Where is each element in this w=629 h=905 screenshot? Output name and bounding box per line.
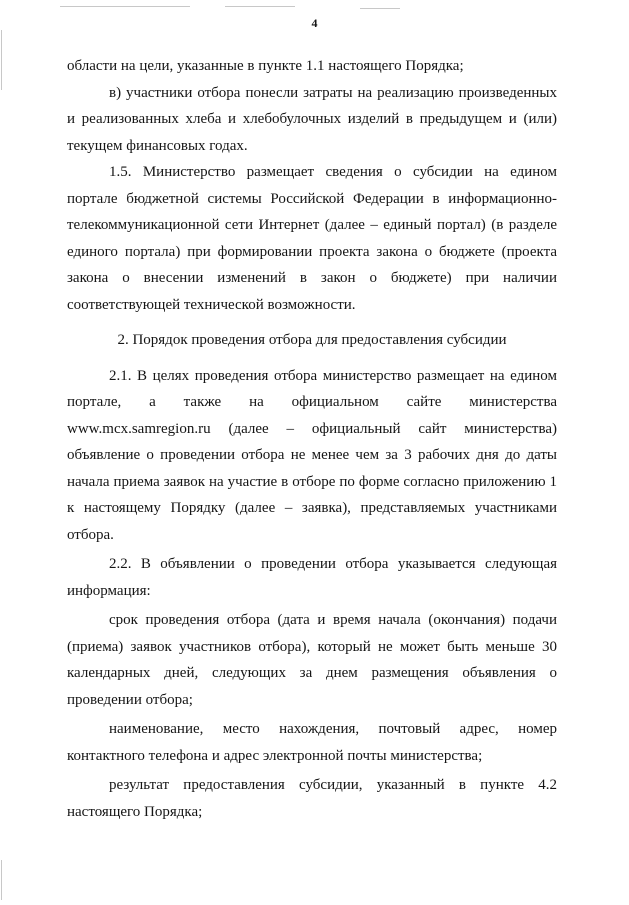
paragraph: 2.1. В целях проведения отбора министерство размещает на едином портале, а также на официальном сайте министерства www.mcx.samregion.ru (далее – официальный сайт министерства) объявление о проведении отбора не менее чем за 3 рабочих дня до даты начала приема заявок на участие в отборе по форме согласно приложению 1 к настоящему Порядку (далее – заявка), представляемых участниками отбора. <box>67 367 557 543</box>
scan-edge-mark <box>60 6 190 7</box>
paragraph: 1.5. Министерство размещает сведения о субсидии на едином портале бюджетной системы Российской Федерации в информационно-телекоммуникационной сети Интернет (далее – единый портал) (в разделе единого портала) при формировании проекта закона о бюджете (проекта закона о внесении изменений в закон о бюджете) при наличии соответствующей технической возможности. <box>67 164 557 313</box>
paragraph: наименование, место нахождения, почтовый адрес, номер контактного телефона и адрес электронной почты министерства; <box>67 721 557 764</box>
section-heading: 2. Порядок проведения отбора для предоставления субсидии <box>117 332 507 348</box>
scan-edge-mark <box>360 8 400 9</box>
paragraph: срок проведения отбора (дата и время начала (окончания) подачи (приема) заявок участников отбора), который не может быть меньше 30 календарных дней, следующих за днем размещения объявления о проведении отбора; <box>67 612 557 708</box>
document-body <box>67 53 557 825</box>
scan-edge-mark <box>1 860 2 900</box>
paragraph: 2.2. В объявлении о проведении отбора указывается следующая информация: <box>67 556 557 599</box>
scan-edge-mark <box>225 6 295 7</box>
paragraph: результат предоставления субсидии, указанный в пункте 4.2 настоящего Порядка; <box>67 777 557 820</box>
paragraph: области на цели, указанные в пункте 1.1 настоящего Порядка; <box>67 58 464 74</box>
page-number: 4 <box>311 16 318 30</box>
paragraph: в) участники отбора понесли затраты на реализацию произведенных и реализованных хлеба и хлебобулочных изделий в предыдущем и (или) текущем финансовых годах. <box>67 84 557 154</box>
scan-edge-mark <box>1 30 2 90</box>
